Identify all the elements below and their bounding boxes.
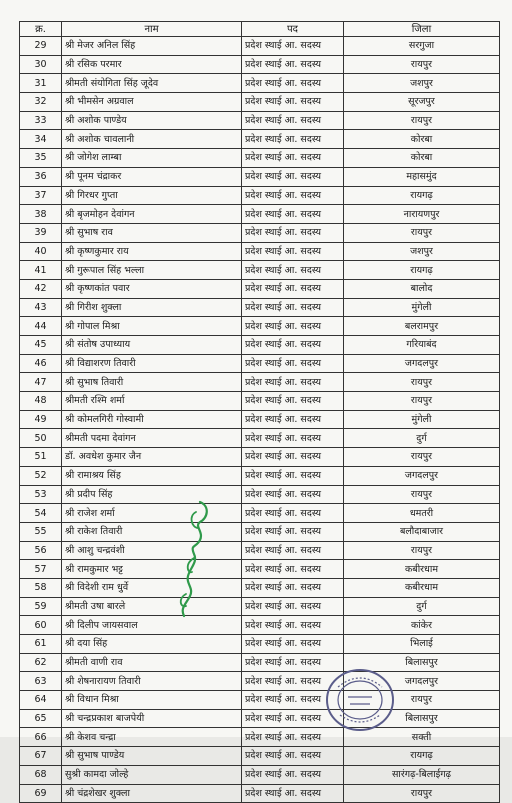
district-cell: बलरामपुर <box>344 317 500 336</box>
serial-cell: 40 <box>20 242 62 261</box>
district-cell: जगदलपुर <box>344 466 500 485</box>
member-name-cell: श्री राकेश तिवारी <box>62 522 242 541</box>
member-name-cell: श्रीमती पदमा देवांगन <box>62 429 242 448</box>
post-cell: प्रदेश स्थाई आ. सदस्य <box>242 205 344 224</box>
table-row <box>20 485 500 504</box>
district-cell: जगदलपुर <box>344 672 500 691</box>
district-cell: रायगढ़ <box>344 186 500 205</box>
post-cell: प्रदेश स्थाई आ. सदस्य <box>242 373 344 392</box>
post-cell: प्रदेश स्थाई आ. सदस्य <box>242 504 344 523</box>
table-row <box>20 747 500 766</box>
serial-cell: 58 <box>20 578 62 597</box>
district-cell: महासमुंद <box>344 167 500 186</box>
serial-cell: 50 <box>20 429 62 448</box>
member-name-cell: श्रीमती रश्मि शर्मा <box>62 392 242 411</box>
member-name-cell: श्री पूनम चंद्राकर <box>62 167 242 186</box>
serial-cell: 52 <box>20 466 62 485</box>
member-name-cell: डॉ. अवधेश कुमार जैन <box>62 448 242 467</box>
member-name-cell: श्री भीमसेन अग्रवाल <box>62 93 242 112</box>
district-cell: रायपुर <box>344 485 500 504</box>
post-cell: प्रदेश स्थाई आ. सदस्य <box>242 747 344 766</box>
table-row <box>20 336 500 355</box>
table-row <box>20 691 500 710</box>
serial-cell: 68 <box>20 765 62 784</box>
member-name-cell: श्री बृजमोहन देवांगन <box>62 205 242 224</box>
district-cell: कोरबा <box>344 149 500 168</box>
table-row <box>20 55 500 74</box>
table-row <box>20 111 500 130</box>
post-cell: प्रदेश स्थाई आ. सदस्य <box>242 354 344 373</box>
table-body <box>20 37 500 803</box>
member-name-cell: श्री रामकुमार भट्ट <box>62 560 242 579</box>
district-cell: बिलासपुर <box>344 709 500 728</box>
post-cell: प्रदेश स्थाई आ. सदस्य <box>242 672 344 691</box>
post-cell: प्रदेश स्थाई आ. सदस्य <box>242 392 344 411</box>
post-cell: प्रदेश स्थाई आ. सदस्य <box>242 709 344 728</box>
table-header-row <box>20 22 500 37</box>
table-row <box>20 578 500 597</box>
table-row <box>20 709 500 728</box>
members-table <box>19 21 500 803</box>
serial-cell: 46 <box>20 354 62 373</box>
post-cell: प्रदेश स्थाई आ. सदस्य <box>242 279 344 298</box>
table-row <box>20 298 500 317</box>
member-name-cell: श्री विधान मिश्रा <box>62 691 242 710</box>
member-name-cell: श्री गोपाल मिश्रा <box>62 317 242 336</box>
post-cell: प्रदेश स्थाई आ. सदस्य <box>242 37 344 56</box>
member-name-cell: श्री आशु चन्द्रवंशी <box>62 541 242 560</box>
serial-cell: 29 <box>20 37 62 56</box>
post-cell: प्रदेश स्थाई आ. सदस्य <box>242 74 344 93</box>
district-cell: कबीरधाम <box>344 560 500 579</box>
district-cell: बलौदाबाजार <box>344 522 500 541</box>
handwritten-signature <box>170 498 216 620</box>
district-cell: रायपुर <box>344 373 500 392</box>
table-row <box>20 429 500 448</box>
district-cell: सरगुजा <box>344 37 500 56</box>
district-cell: रायगढ़ <box>344 261 500 280</box>
district-cell: कोरबा <box>344 130 500 149</box>
serial-cell: 35 <box>20 149 62 168</box>
serial-cell: 60 <box>20 616 62 635</box>
member-name-cell: श्री सुभाष तिवारी <box>62 373 242 392</box>
post-cell: प्रदेश स्थाई आ. सदस्य <box>242 560 344 579</box>
table-row <box>20 186 500 205</box>
district-cell: रायपुर <box>344 691 500 710</box>
member-name-cell: श्री कृष्णकुमार राय <box>62 242 242 261</box>
table-row <box>20 392 500 411</box>
serial-cell: 33 <box>20 111 62 130</box>
table-row <box>20 223 500 242</box>
serial-cell: 53 <box>20 485 62 504</box>
post-cell: प्रदेश स्थाई आ. सदस्य <box>242 317 344 336</box>
district-cell: जगदलपुर <box>344 354 500 373</box>
post-cell: प्रदेश स्थाई आ. सदस्य <box>242 691 344 710</box>
post-cell: प्रदेश स्थाई आ. सदस्य <box>242 466 344 485</box>
serial-cell: 47 <box>20 373 62 392</box>
serial-cell: 65 <box>20 709 62 728</box>
table-row <box>20 448 500 467</box>
serial-cell: 32 <box>20 93 62 112</box>
member-name-cell: श्री गिरीश शुक्ला <box>62 298 242 317</box>
member-name-cell: श्री गुरूपाल सिंह भल्ला <box>62 261 242 280</box>
serial-cell: 62 <box>20 653 62 672</box>
post-cell: प्रदेश स्थाई आ. सदस्य <box>242 149 344 168</box>
district-cell: रायपुर <box>344 223 500 242</box>
table-row <box>20 279 500 298</box>
district-cell: दुर्ग <box>344 429 500 448</box>
col-header-post: पद <box>242 22 344 37</box>
table-row <box>20 560 500 579</box>
serial-cell: 44 <box>20 317 62 336</box>
post-cell: प्रदेश स्थाई आ. सदस्य <box>242 186 344 205</box>
post-cell: प्रदेश स्थाई आ. सदस्य <box>242 578 344 597</box>
serial-cell: 69 <box>20 784 62 803</box>
table-row <box>20 74 500 93</box>
post-cell: प्रदेश स्थाई आ. सदस्य <box>242 784 344 803</box>
serial-cell: 59 <box>20 597 62 616</box>
district-cell: रायपुर <box>344 111 500 130</box>
table-row <box>20 242 500 261</box>
district-cell: मुंगेली <box>344 410 500 429</box>
post-cell: प्रदेश स्थाई आ. सदस्य <box>242 93 344 112</box>
district-cell: कांकेर <box>344 616 500 635</box>
post-cell: प्रदेश स्थाई आ. सदस्य <box>242 55 344 74</box>
district-cell: मुंगेली <box>344 298 500 317</box>
serial-cell: 31 <box>20 74 62 93</box>
table-row <box>20 672 500 691</box>
table-row <box>20 373 500 392</box>
member-name-cell: श्री चन्द्रप्रकाश बाजपेयी <box>62 709 242 728</box>
post-cell: प्रदेश स्थाई आ. सदस्य <box>242 597 344 616</box>
table-row <box>20 784 500 803</box>
col-header-district: जिला <box>344 22 500 37</box>
post-cell: प्रदेश स्थाई आ. सदस्य <box>242 167 344 186</box>
district-cell: सारंगढ़-बिलाईगढ़ <box>344 765 500 784</box>
member-name-cell: श्री सुभाष राव <box>62 223 242 242</box>
col-header-serial: क्र. <box>20 22 62 37</box>
member-name-cell: श्रीमती संयोगिता सिंह जूदेव <box>62 74 242 93</box>
member-name-cell: श्री जोगेश लाम्बा <box>62 149 242 168</box>
member-name-cell: श्री अशोक पाण्डेय <box>62 111 242 130</box>
table-row <box>20 635 500 654</box>
member-name-cell: श्रीमती वाणी राव <box>62 653 242 672</box>
member-name-cell: श्री विदेशी राम धुर्वे <box>62 578 242 597</box>
table-row <box>20 522 500 541</box>
serial-cell: 42 <box>20 279 62 298</box>
member-name-cell: श्री दिलीप जायसवाल <box>62 616 242 635</box>
serial-cell: 43 <box>20 298 62 317</box>
serial-cell: 67 <box>20 747 62 766</box>
table-row <box>20 765 500 784</box>
table-row <box>20 466 500 485</box>
serial-cell: 64 <box>20 691 62 710</box>
district-cell: नारायणपुर <box>344 205 500 224</box>
district-cell: रायपुर <box>344 784 500 803</box>
post-cell: प्रदेश स्थाई आ. सदस्य <box>242 111 344 130</box>
col-header-name: नाम <box>62 22 242 37</box>
district-cell: सूरजपुर <box>344 93 500 112</box>
table-row <box>20 504 500 523</box>
table-row <box>20 37 500 56</box>
serial-cell: 49 <box>20 410 62 429</box>
district-cell: भिलाई <box>344 635 500 654</box>
member-name-cell: श्री रसिक परमार <box>62 55 242 74</box>
district-cell: सक्ती <box>344 728 500 747</box>
serial-cell: 34 <box>20 130 62 149</box>
member-name-cell: श्री मेजर अनिल सिंह <box>62 37 242 56</box>
district-cell: जशपुर <box>344 74 500 93</box>
member-name-cell: श्री कोमलगिरी गोस्वामी <box>62 410 242 429</box>
serial-cell: 48 <box>20 392 62 411</box>
post-cell: प्रदेश स्थाई आ. सदस्य <box>242 261 344 280</box>
post-cell: प्रदेश स्थाई आ. सदस्य <box>242 653 344 672</box>
table-row <box>20 149 500 168</box>
member-name-cell: श्री शेषनारायण तिवारी <box>62 672 242 691</box>
table-row <box>20 541 500 560</box>
district-cell: रायपुर <box>344 392 500 411</box>
serial-cell: 56 <box>20 541 62 560</box>
table-row <box>20 93 500 112</box>
member-name-cell: श्री चंद्रशेखर शुक्ला <box>62 784 242 803</box>
post-cell: प्रदेश स्थाई आ. सदस्य <box>242 485 344 504</box>
table-row <box>20 130 500 149</box>
serial-cell: 45 <box>20 336 62 355</box>
serial-cell: 30 <box>20 55 62 74</box>
serial-cell: 38 <box>20 205 62 224</box>
serial-cell: 55 <box>20 522 62 541</box>
district-cell: जशपुर <box>344 242 500 261</box>
district-cell: रायपुर <box>344 448 500 467</box>
post-cell: प्रदेश स्थाई आ. सदस्य <box>242 616 344 635</box>
district-cell: बालोद <box>344 279 500 298</box>
table-row <box>20 410 500 429</box>
post-cell: प्रदेश स्थाई आ. सदस्य <box>242 541 344 560</box>
member-name-cell: श्री अशोक चावलानी <box>62 130 242 149</box>
member-name-cell: श्री केशव चन्द्रा <box>62 728 242 747</box>
district-cell: बिलासपुर <box>344 653 500 672</box>
serial-cell: 61 <box>20 635 62 654</box>
member-name-cell: श्री प्रदीप सिंह <box>62 485 242 504</box>
district-cell: रायपुर <box>344 541 500 560</box>
official-seal-stamp <box>324 667 396 733</box>
member-name-cell: श्री दया सिंह <box>62 635 242 654</box>
member-name-cell: श्री विद्याशरण तिवारी <box>62 354 242 373</box>
table-row <box>20 653 500 672</box>
district-cell: रायपुर <box>344 55 500 74</box>
post-cell: प्रदेश स्थाई आ. सदस्य <box>242 522 344 541</box>
district-cell: कबीरधाम <box>344 578 500 597</box>
post-cell: प्रदेश स्थाई आ. सदस्य <box>242 223 344 242</box>
serial-cell: 41 <box>20 261 62 280</box>
post-cell: प्रदेश स्थाई आ. सदस्य <box>242 130 344 149</box>
post-cell: प्रदेश स्थाई आ. सदस्य <box>242 429 344 448</box>
member-name-cell: श्री राजेश शर्मा <box>62 504 242 523</box>
serial-cell: 54 <box>20 504 62 523</box>
table-row <box>20 205 500 224</box>
table-row <box>20 317 500 336</box>
member-name-cell: श्री संतोष उपाध्याय <box>62 336 242 355</box>
member-name-cell: श्री सुभाष पाण्डेय <box>62 747 242 766</box>
serial-cell: 39 <box>20 223 62 242</box>
table-row <box>20 616 500 635</box>
table-row <box>20 597 500 616</box>
serial-cell: 63 <box>20 672 62 691</box>
serial-cell: 51 <box>20 448 62 467</box>
serial-cell: 66 <box>20 728 62 747</box>
post-cell: प्रदेश स्थाई आ. सदस्य <box>242 336 344 355</box>
serial-cell: 57 <box>20 560 62 579</box>
post-cell: प्रदेश स्थाई आ. सदस्य <box>242 410 344 429</box>
member-name-cell: श्री रामाश्रय सिंह <box>62 466 242 485</box>
serial-cell: 36 <box>20 167 62 186</box>
table-row <box>20 354 500 373</box>
table-row <box>20 261 500 280</box>
district-cell: दुर्ग <box>344 597 500 616</box>
table-row <box>20 167 500 186</box>
post-cell: प्रदेश स्थाई आ. सदस्य <box>242 448 344 467</box>
member-name-cell: श्री गिरधर गुप्ता <box>62 186 242 205</box>
post-cell: प्रदेश स्थाई आ. सदस्य <box>242 635 344 654</box>
district-cell: रायगढ़ <box>344 747 500 766</box>
serial-cell: 37 <box>20 186 62 205</box>
district-cell: धमतरी <box>344 504 500 523</box>
district-cell: गरियाबंद <box>344 336 500 355</box>
member-name-cell: श्रीमती उषा बारले <box>62 597 242 616</box>
member-name-cell: सुश्री कामदा जोल्हे <box>62 765 242 784</box>
post-cell: प्रदेश स्थाई आ. सदस्य <box>242 298 344 317</box>
table-row <box>20 728 500 747</box>
post-cell: प्रदेश स्थाई आ. सदस्य <box>242 765 344 784</box>
member-name-cell: श्री कृष्णकांत पवार <box>62 279 242 298</box>
post-cell: प्रदेश स्थाई आ. सदस्य <box>242 242 344 261</box>
post-cell: प्रदेश स्थाई आ. सदस्य <box>242 728 344 747</box>
